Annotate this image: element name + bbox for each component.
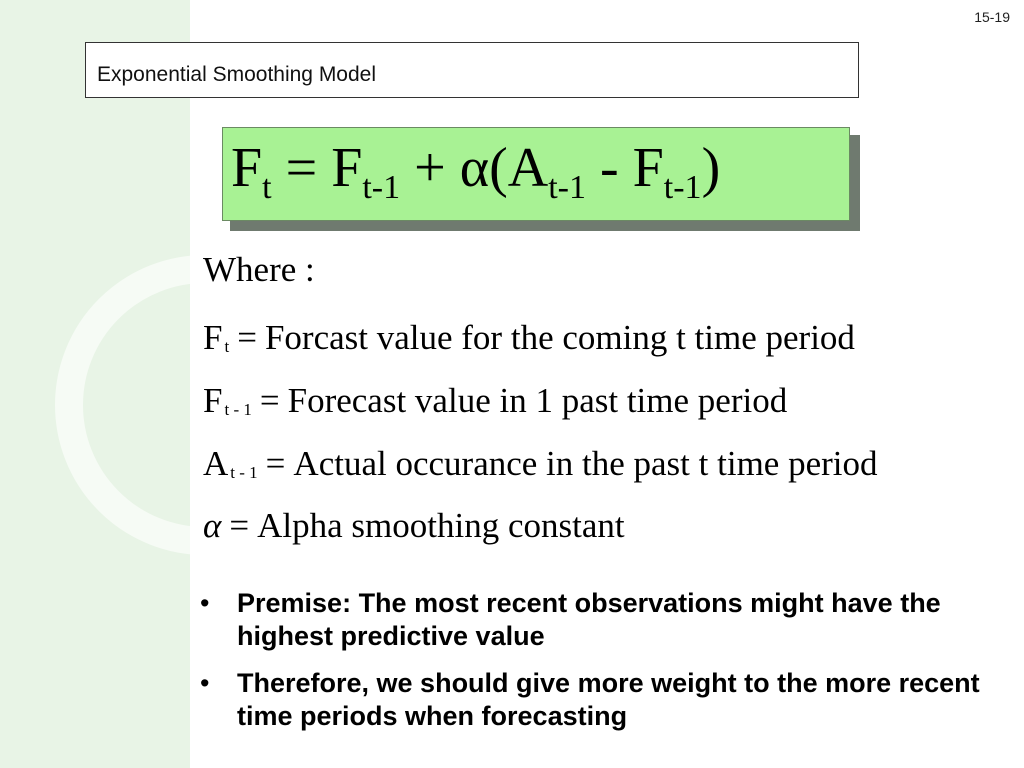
formula-f: F — [231, 137, 263, 199]
formula-plus: + — [414, 137, 446, 199]
formula-sub-t-minus-1: t-1 — [362, 169, 401, 206]
definition-equals: = — [259, 381, 280, 420]
definition-equals: = — [265, 444, 286, 483]
definition-subscript: t - 1 — [224, 400, 252, 419]
definition-equals: = — [237, 318, 257, 357]
bullet-item — [200, 667, 1000, 733]
definitions-where: Where : — [203, 250, 315, 289]
bullet-marker: • — [200, 588, 210, 618]
formula-alpha: α — [459, 137, 490, 199]
bullet-marker: • — [200, 668, 210, 698]
definition-item — [203, 508, 625, 543]
definition-symbol: F — [203, 381, 223, 420]
definition-symbol: F — [203, 318, 223, 357]
definition-text: Alpha smoothing constant — [257, 506, 625, 545]
formula-close-paren: ) — [701, 137, 721, 199]
definition-equals: = — [229, 506, 250, 545]
definition-subscript: t — [224, 337, 230, 356]
formula-sub-t-minus-1: t-1 — [548, 169, 586, 206]
formula-box — [222, 127, 850, 221]
bullet-item — [200, 587, 1000, 653]
bullet-text: Premise: The most recent observations might have the highest predictive value — [237, 588, 941, 651]
slide-title: Exponential Smoothing Model — [97, 63, 377, 86]
bullet-text: Therefore, we should give more weight to the more recent time periods when forecasting — [237, 668, 980, 731]
definition-item — [203, 383, 787, 418]
bullet-list — [200, 587, 1000, 747]
formula-f: F — [331, 137, 363, 199]
definition-text: Actual occurance in the past t time period — [293, 444, 878, 483]
definition-text: Forecast value in 1 past time period — [287, 381, 788, 420]
definition-item — [203, 446, 878, 481]
slide-number: 15-19 — [974, 9, 1010, 25]
definition-text: Forcast value for the coming t time period — [264, 318, 855, 357]
formula-a: A — [507, 137, 549, 199]
definition-symbol: α — [203, 506, 222, 545]
formula-sub-t: t — [262, 169, 272, 206]
formula-minus: - — [599, 137, 619, 199]
formula-eq: = — [285, 137, 318, 199]
formula-open-paren: ( — [489, 137, 508, 199]
definition-item — [203, 320, 855, 355]
formula — [231, 137, 721, 206]
definition-subscript: t - 1 — [230, 463, 258, 482]
title-box — [85, 42, 859, 98]
formula-f: F — [632, 137, 664, 199]
formula-sub-t-minus-1: t-1 — [663, 169, 702, 206]
definition-symbol: A — [203, 444, 229, 483]
